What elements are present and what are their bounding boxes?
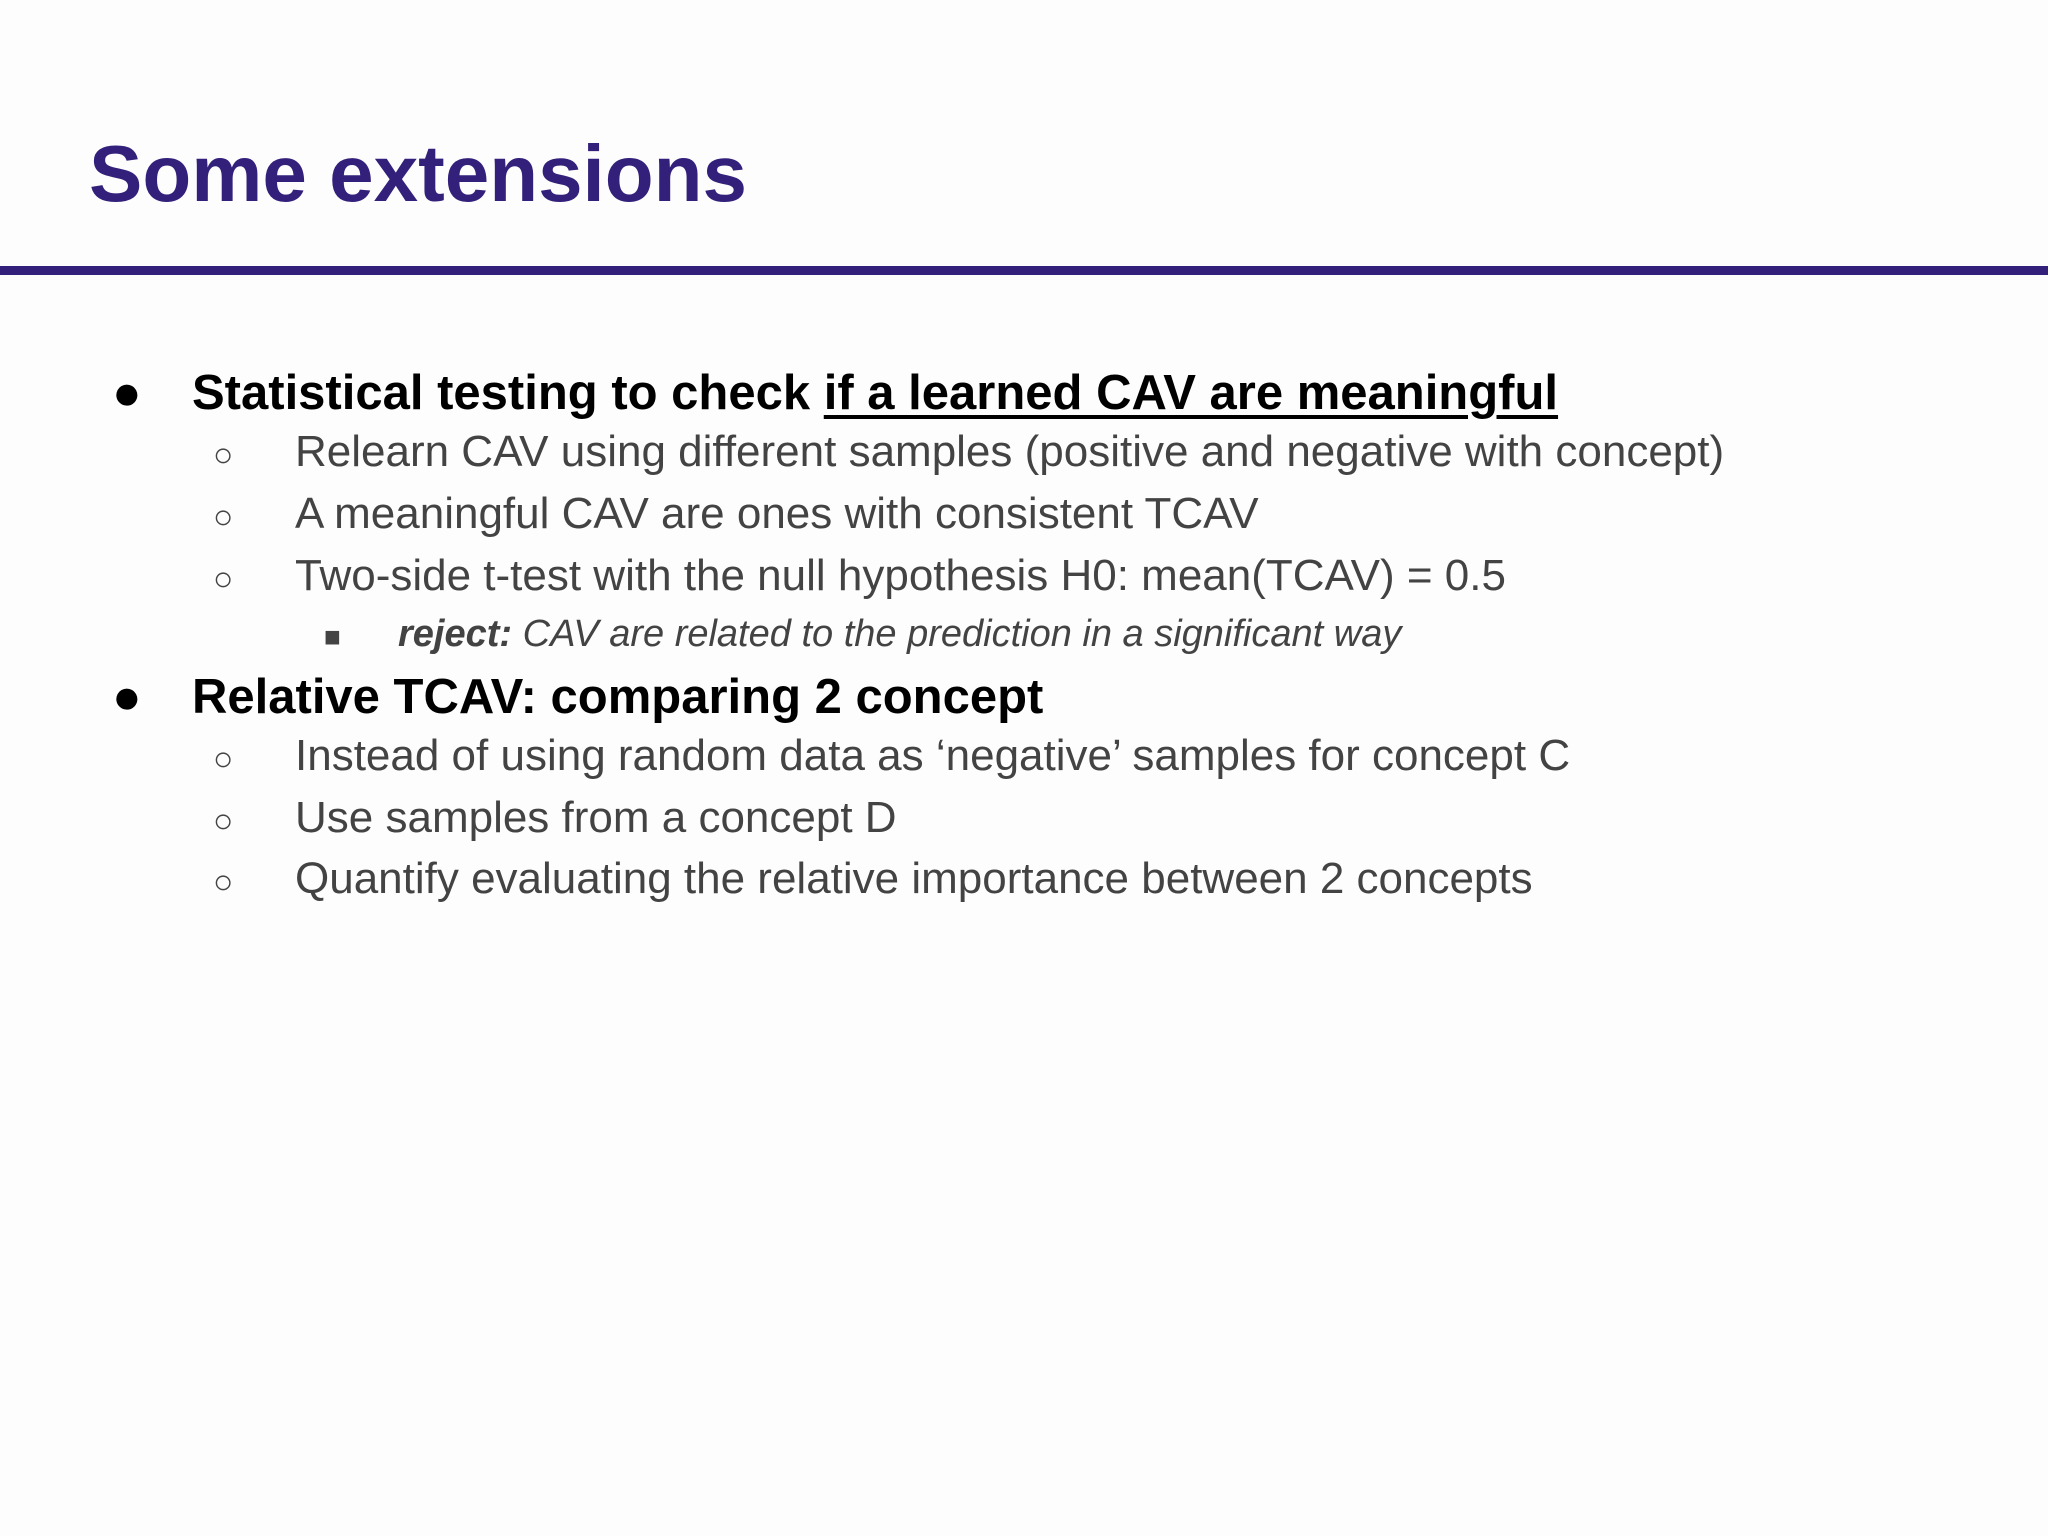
sub-bullet-marker: ○ [213,802,234,840]
sub-bullet-text: Instead of using random data as ‘negative’ samples for concept C [295,731,1571,780]
bullet-marker: ● [112,366,142,420]
bullet-marker: ● [112,670,142,724]
reject-label: reject: [398,613,513,655]
bullet-statistical-testing [112,364,1559,423]
title-divider [0,266,2048,275]
bullet-text: Statistical testing to check [192,366,824,420]
sub-bullet-concept-d [213,792,897,845]
reject-text: CAV are related to the prediction in a significant way [512,613,1402,655]
sub-bullet-text: Use samples from a concept D [295,793,897,842]
sub-bullet-marker: ○ [213,740,234,778]
sub-bullet-text: Quantify evaluating the relative importance between 2 concepts [295,854,1533,903]
bullet-text: Relative TCAV: comparing 2 concept [192,670,1044,724]
sub-bullet-random-data [213,730,1571,783]
slide-title: Some extensions [89,129,748,218]
sub-bullet-marker: ○ [213,863,234,901]
sub-bullet-meaningful-cav [213,488,1259,541]
sub-bullet-relearn-cav [213,426,1725,479]
sub-bullet-marker: ○ [213,560,234,598]
sub-sub-bullet-reject [324,612,1402,658]
bullet-text-underlined: if a learned CAV are meaningful [823,366,1559,420]
sub-bullet-text: Two-side t-test with the null hypothesis H0: mean(TCAV) = 0.5 [295,551,1506,600]
sub-bullet-text: A meaningful CAV are ones with consistent TCAV [295,489,1259,538]
sub-bullet-text: Relearn CAV using different samples (positive and negative with concept) [295,427,1725,476]
sub-bullet-t-test [213,550,1506,603]
square-bullet-marker: ■ [324,621,341,652]
sub-bullet-quantify [213,853,1533,906]
sub-bullet-marker: ○ [213,498,234,536]
sub-bullet-marker: ○ [213,436,234,474]
bullet-relative-tcav [112,668,1044,727]
